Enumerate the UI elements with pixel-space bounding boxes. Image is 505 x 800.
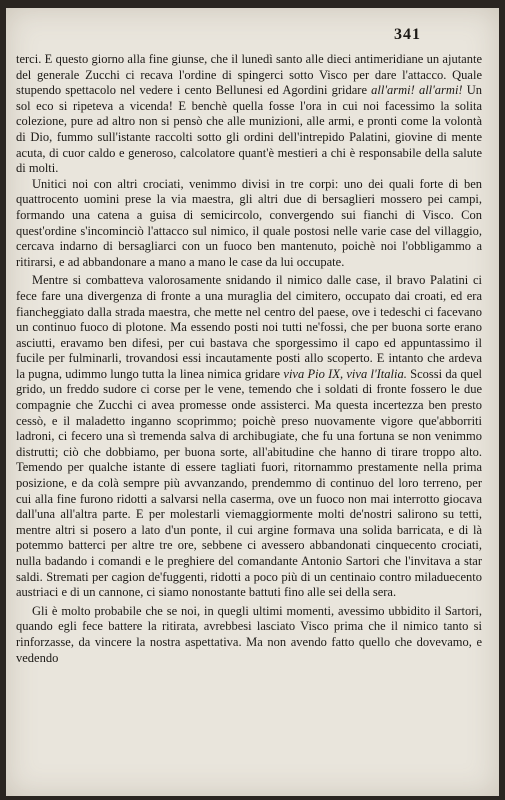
- text-run: Unitici noi con altri crociati, venimmo divisi in tre corpi: uno dei quali forte di ben quattrocento uomini prese la via maestra, gli altri due di bersaglieri mossero pei campi, formando una catena a guisa di semicircolo, convergendo sui fianchi di Visco. Con quest'ordine s'incominciò l'attacco sul nimico, il quale postosi nelle varie case del villaggio, cercava indarno di bersagliarci con un fuoco ben mantenuto, poichè noi l'obbligammo a ritirarsi, e ad abbandonare a mano a mano le case da lui occupate.: [16, 176, 482, 269]
- page-body-text: [16, 52, 482, 666]
- italic-phrase: all'armi! all'armi!: [371, 83, 463, 98]
- paragraph: [16, 604, 482, 666]
- text-run: Gli è molto probabile che se noi, in quegli ultimi momenti, avessimo ubbidito il Sartori, quando egli fece battere la ritirata, avrebbesi lasciato Visco prima che il nimico tanto si rinforzasse, da vincere la nostra aspettativa. Ma non avendo fatto quello che dovevamo, e vedendo: [16, 603, 482, 665]
- paragraph: [16, 177, 482, 271]
- italic-phrase: viva Pio IX, viva l'Italia.: [283, 366, 407, 381]
- text-run: Un sol eco si ripeteva a vicenda! E benchè quella fosse l'ora in cui noi facessimo la solita colezione, pure ad altro non si pensò che alle munizioni, alle armi, e pronti come la volontà di Dio, fummo sull'istante raccolti sotto gli ordini dell'intrepido Palatini, giovine di mente acuta, di cuor caldo e generoso, calcolatore quant'è mestieri a chi è responsabile della salute di molti.: [16, 83, 483, 176]
- text-run: terci. E questo giorno alla fine giunse, che il lunedì santo alle dieci antimeridiane un ajutante del generale Zucchi ci recava l'ordine di spingerci sotto Visco per dare l'attacco. Quale stupendo spettacolo nel vedere i cento Bellunesi ed Agordini gridare: [16, 52, 482, 98]
- text-run: Scossi da quel grido, un freddo sudore ci corse per le vene, temendo che i soldati di fronte fossero le due compagnie che Zucchi ci avea promesse onde assisterci. Ma questa incertezza ben presto cessò, e il maladetto inganno scoprimmo; poichè preso nuovamente vigore que'abborriti ladroni, ci fecero una sì tremenda salva di archibugiate, che fu una fortuna se non venimmo distrutti; ciò che dobbiamo, per buona sorte, all'abitudine che hanno di tirare troppo alto. Temendo per qualche istante di essere tagliati fuori, ritornammo prestamente nella prima posizione, e da colà sempre più avvanzando, prendemmo di continuo del loro terreno, per cui alla fine furono ridotti a salvarsi nella caserma, ove un fuoco non mai interrotto giocava dall'una all'altra parte. E per molestarli viemaggiormente molti de'nostri salirono su tetti, mentre altri si posero a lato d'un ponte, il cui argine formava una solida barricata, e di là potemmo batterci per altre tre ore, sebbene ci avessero abbandonati cinquecento crociati, nulla badando i comandi e le preghiere del comandante Antonio Sartori che l'invitava a star saldi. Stremati per cagion de'fuggenti, ridotti a poco più di un centinaio contro miladuecento austriaci e di un cannone, ci siamo nonostante battuti fino alle sei della sera.: [16, 366, 482, 600]
- paragraph: [16, 52, 482, 177]
- page-number: 341: [394, 26, 421, 43]
- book-page: [6, 8, 499, 796]
- text-run: Mentre si combatteva valorosamente snidando il nimico dalle case, il bravo Palatini ci fece fare una divergenza di fronte a una muraglia del cimitero, occupato dai croati, ed era fiancheggiato dalla strada maestra, che mette nel centro del paese, ove i tedeschi ci facevano un continuo fuoco di plotone. Ma essendo posti noi tutti ne'fossi, che per buona sorte erano asciutti, eravamo ben difesi, per cui bastava che sporgessimo il capo ed appuntassimo il fucile per fulminarli, trovandosi essi incautamente posti allo scoperto. E intanto che ardeva la pugna, udimmo lungo tutta la linea nimica gridare: [16, 273, 482, 381]
- paragraph: [16, 273, 482, 600]
